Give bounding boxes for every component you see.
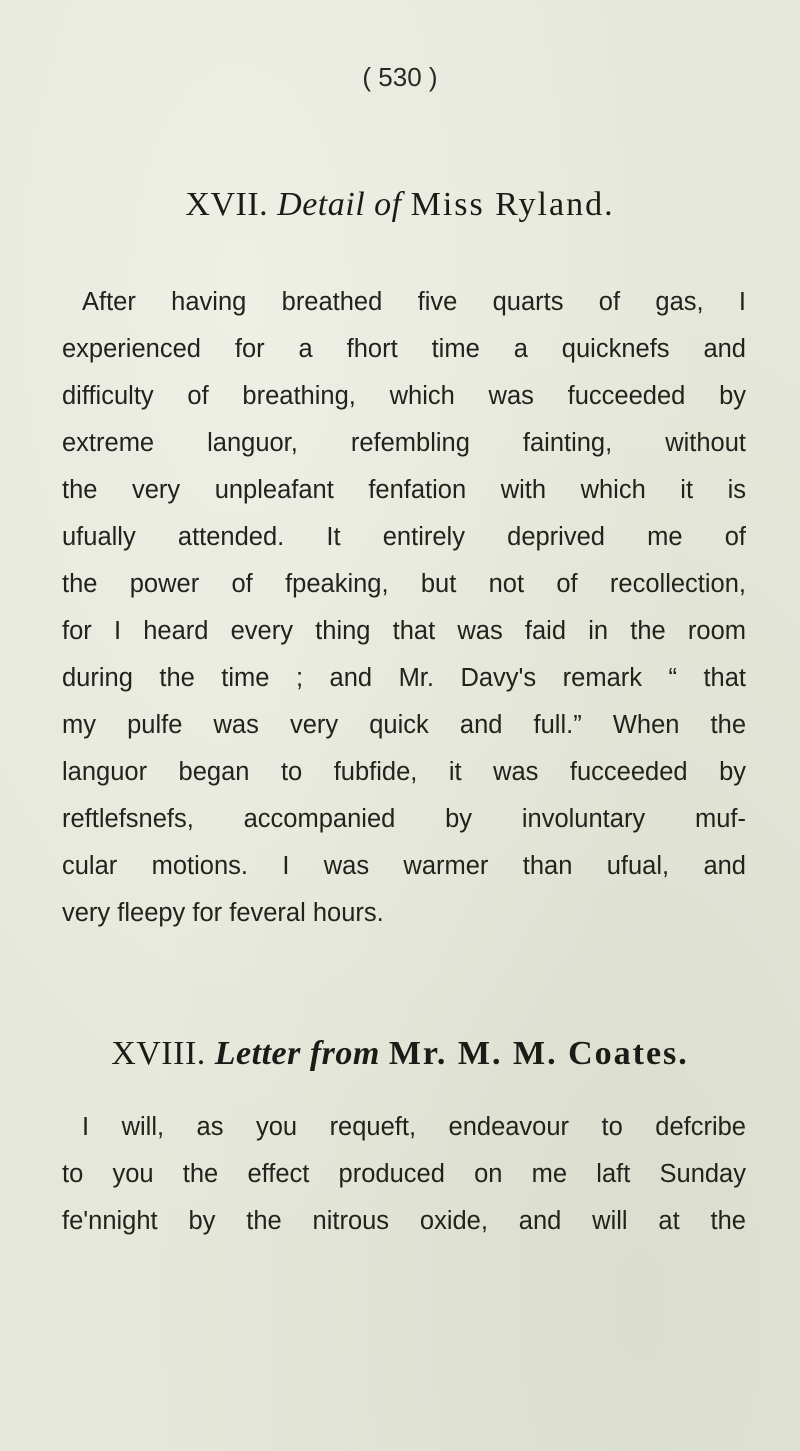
page-number: ( 530 ): [362, 62, 438, 92]
text-line: fe'nnight by the nitrous oxide, and will at the: [62, 1207, 746, 1235]
section-italic-title: Letter from: [214, 1035, 380, 1072]
text-line: the power of fpeaking, but not of recollection,: [62, 570, 746, 598]
text-line: my pulfe was very quick and full.” When the: [62, 711, 746, 739]
text-line: languor began to fubfide, it was fucceeded by: [62, 758, 746, 786]
section-17-paragraph: [62, 279, 746, 937]
section-heading-17: [0, 186, 800, 224]
text-line: for I heard every thing that was faid in the room: [62, 617, 746, 645]
section-numeral: XVII.: [185, 186, 269, 223]
section-name: Miss Ryland.: [410, 186, 615, 223]
text-line: ufually attended. It entirely deprived me of: [62, 523, 746, 551]
section-18-paragraph: [62, 1104, 746, 1245]
text-line: very fleepy for feveral hours.: [62, 899, 384, 927]
section-numeral: XVIII.: [111, 1035, 206, 1072]
text-line: difficulty of breathing, which was fucceeded by: [62, 382, 746, 410]
text-line: extreme languor, refembling fainting, without: [62, 429, 746, 457]
section-italic-title: Detail of: [277, 186, 402, 223]
text-line: experienced for a fhort time a quicknefs and: [62, 335, 746, 363]
text-line: reftlefsnefs, accompanied by involuntary muf-: [62, 805, 746, 833]
text-line: After having breathed five quarts of gas, I: [82, 288, 746, 316]
text-line: the very unpleafant fenfation with which it is: [62, 476, 746, 504]
text-line: cular motions. I was warmer than ufual, and: [62, 852, 746, 880]
text-line: I will, as you requeft, endeavour to defcribe: [82, 1113, 746, 1141]
text-line: to you the effect produced on me laft Sunday: [62, 1160, 746, 1188]
section-heading-18: [0, 1035, 800, 1073]
text-line: during the time ; and Mr. Davy's remark “ that: [62, 664, 746, 692]
section-name: Mr. M. M. Coates.: [388, 1035, 689, 1072]
